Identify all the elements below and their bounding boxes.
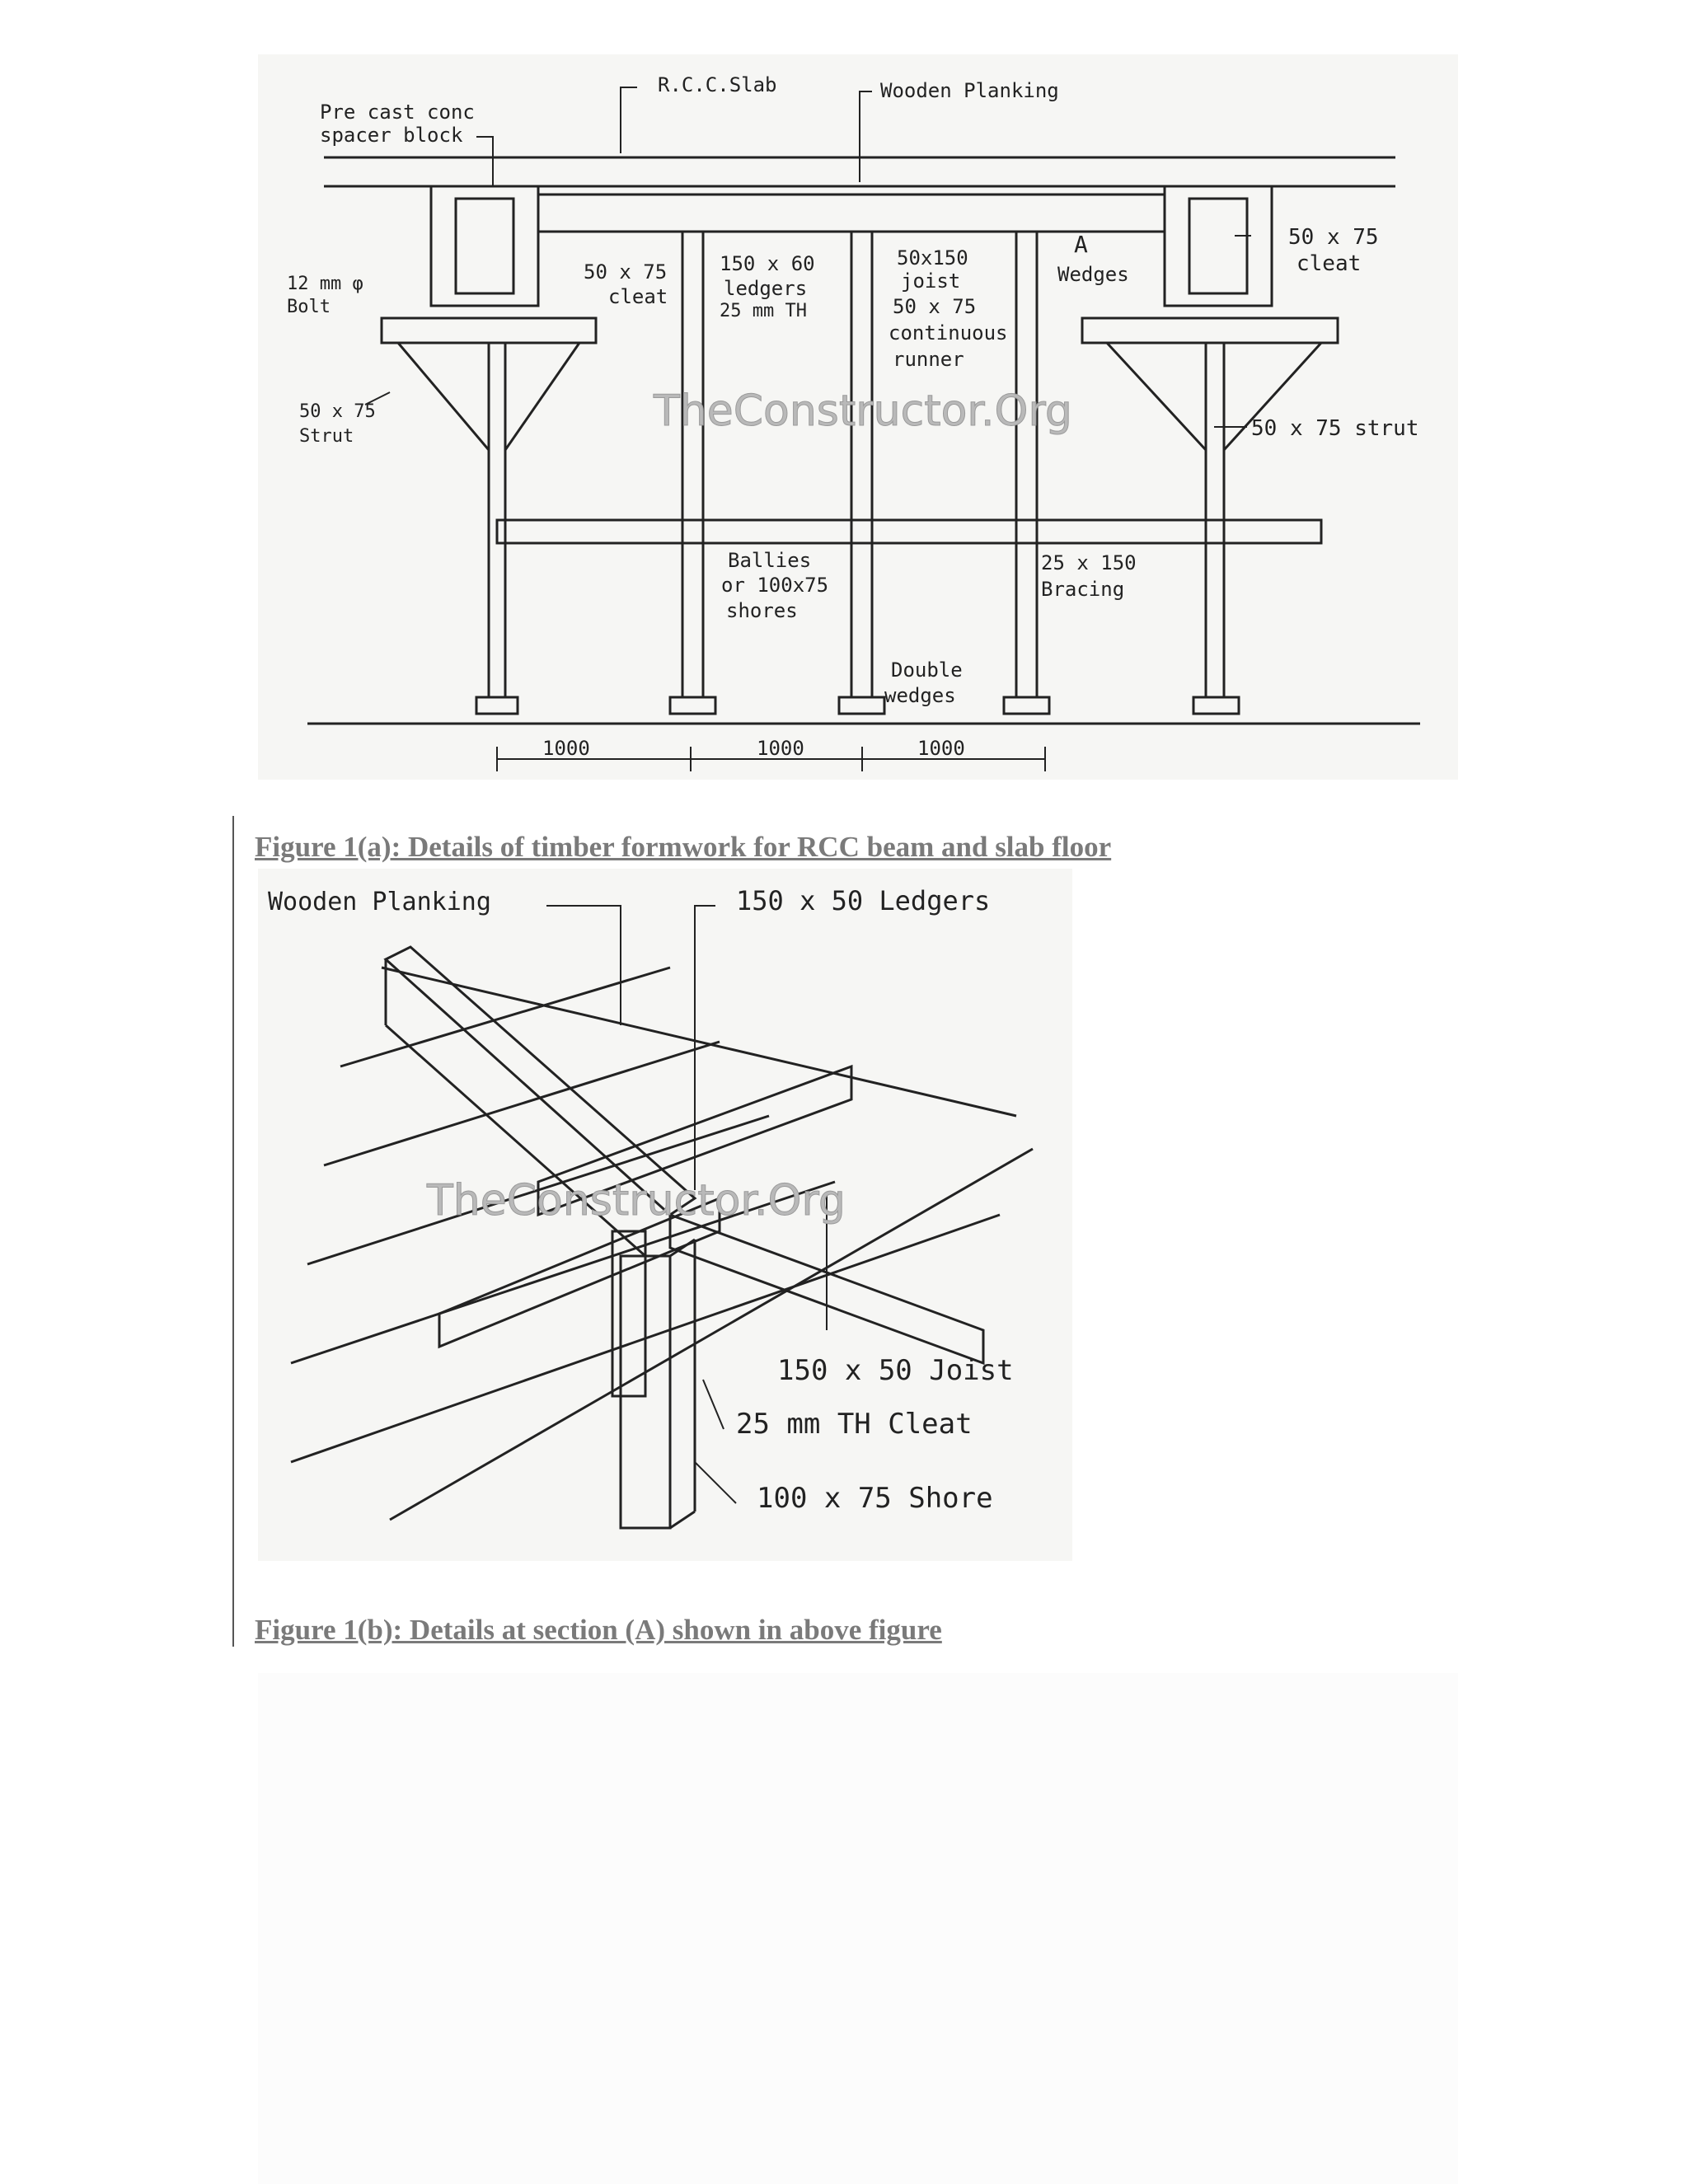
label-strut-left-line-2: Strut [299,426,354,447]
label-cleat-right-line-2: cleat [1296,251,1362,276]
figure-1b-caption: Figure 1(b): Details at section (A) shown in above figure [255,1614,942,1646]
label-cleat-left-line-2: cleat [608,285,668,308]
label-ballies-line-3: shores [726,599,798,622]
label-strut-right: 50 x 75 strut [1251,416,1419,441]
label-double-wedges-line-2: wedges [884,684,956,707]
label-double-wedges-line-1: Double [891,658,963,682]
label-strut-left-line-1: 50 x 75 [299,401,376,422]
label-dimension-2: 1000 [757,737,804,760]
figure-1b-watermark: TheConstructor.Org [427,1176,846,1226]
label-wooden-planking-b: Wooden Planking [268,888,491,916]
label-joist-line-1: 50x150 [897,246,968,269]
label-dimension-3: 1000 [917,737,965,760]
label-cleat-right-line-1: 50 x 75 [1288,225,1379,250]
label-ledgers-b: 150 x 50 Ledgers [736,885,991,916]
label-ledgers-line-1: 150 x 60 [720,252,815,275]
label-precast-spacer-line-2: spacer block [320,124,463,147]
label-bolt-line-2: Bolt [287,297,331,317]
label-wooden-planking: Wooden Planking [880,79,1059,102]
figure-1a-caption: Figure 1(a): Details of timber formwork for RCC beam and slab floor [255,831,1112,863]
label-runner-line-1: 50 x 75 [893,295,977,318]
figure-1b-section-detail [258,869,1072,1561]
label-precast-spacer-line-1: Pre cast conc [320,101,475,124]
label-runner-line-2: continuous [889,321,1008,344]
label-joist-line-2: joist [901,269,961,293]
label-cleat-b: 25 mm TH Cleat [736,1408,973,1441]
label-bolt-line-1: 12 mm φ [287,274,363,294]
figure-1a-drawing [258,54,1458,780]
blank-page-area [258,1673,1458,2184]
label-ballies-line-2: or 100x75 [721,574,829,597]
label-shore-b: 100 x 75 Shore [757,1482,993,1515]
label-ledgers-line-3: 25 mm TH [720,301,807,321]
page-left-rule [232,816,234,1647]
label-runner-line-3: runner [893,348,964,371]
label-bracing-line-2: Bracing [1041,578,1125,601]
label-cleat-left-line-1: 50 x 75 [584,260,668,284]
label-dimension-1: 1000 [542,737,590,760]
label-section-a: A [1074,231,1088,258]
figure-1b-drawing [258,869,1072,1561]
label-bracing-line-1: 25 x 150 [1041,551,1137,574]
label-ballies-line-1: Ballies [728,549,812,572]
label-wedges: Wedges [1057,263,1129,286]
figure-1a-formwork-elevation [258,54,1458,780]
label-joist-b: 150 x 50 Joist [777,1354,1014,1387]
figure-1a-watermark: TheConstructor.Org [654,387,1072,436]
label-rcc-slab: R.C.C.Slab [658,73,777,96]
label-ledgers-line-2: ledgers [724,277,808,300]
